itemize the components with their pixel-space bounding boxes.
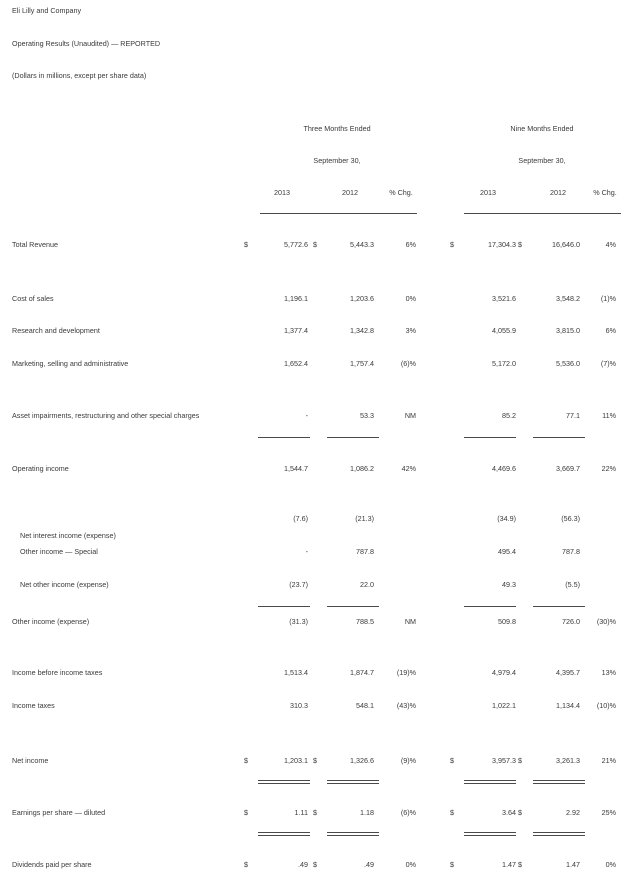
value-q2013: - — [305, 547, 308, 556]
report-title: Operating Results (Unaudited) — REPORTED — [12, 39, 161, 48]
three-months-heading: Three Months Ended — [303, 124, 371, 133]
currency-symbol: $ — [313, 860, 317, 869]
value-q2012: 1,086.2 — [350, 464, 374, 473]
value-q2013: 1,377.4 — [284, 326, 308, 335]
total-double-rule — [464, 835, 516, 836]
value-q2013: 5,772.6 — [284, 240, 308, 249]
total-double-rule — [533, 835, 585, 836]
total-double-rule — [533, 780, 585, 781]
value-n2013: 3,521.6 — [492, 294, 516, 303]
value-n2013: 1.47 — [502, 860, 516, 869]
currency-symbol: $ — [244, 808, 248, 817]
value-n-pct: 21% — [601, 756, 616, 765]
currency-symbol: $ — [313, 240, 317, 249]
value-n-pct: (10)% — [596, 701, 616, 710]
currency-symbol: $ — [244, 756, 248, 765]
col-header-n2012: 2012 — [550, 188, 566, 197]
row-label: Other income — Special — [20, 547, 98, 556]
value-q2013: 1,203.1 — [284, 756, 308, 765]
value-n2012: 3,815.0 — [556, 326, 580, 335]
value-n2013: 4,979.4 — [492, 668, 516, 677]
subtotal-rule — [258, 437, 310, 438]
value-n2012: 16,646.0 — [552, 240, 580, 249]
value-n-pct: 25% — [601, 808, 616, 817]
currency-symbol: $ — [450, 756, 454, 765]
value-q2013: 1,513.4 — [284, 668, 308, 677]
value-q2013: 1.11 — [294, 808, 308, 817]
col-header-q2012: 2012 — [342, 188, 358, 197]
currency-symbol: $ — [313, 756, 317, 765]
value-q2012: .49 — [364, 860, 374, 869]
row-label: Net interest income (expense) — [20, 531, 116, 540]
value-n2013: 49.3 — [502, 580, 516, 589]
value-q2013: 1,196.1 — [284, 294, 308, 303]
total-double-rule — [533, 783, 585, 784]
row-label: Net income — [12, 756, 49, 765]
row-label: Marketing, selling and administrative — [12, 359, 129, 368]
value-q-pct: (19)% — [396, 668, 416, 677]
value-q2012: 1,342.8 — [350, 326, 374, 335]
subtotal-rule — [258, 606, 310, 607]
value-n2013: (34.9) — [497, 514, 516, 523]
value-q2012: 53.3 — [360, 411, 374, 420]
value-n2013: 1,022.1 — [492, 701, 516, 710]
value-q2012: 787.8 — [356, 547, 374, 556]
row-label: Cost of sales — [12, 294, 54, 303]
row-label: Income taxes — [12, 701, 55, 710]
value-q-pct: 3% — [405, 326, 416, 335]
value-q2012: 548.1 — [356, 701, 374, 710]
value-q2013: (7.6) — [293, 514, 308, 523]
value-n2012: 3,261.3 — [556, 756, 580, 765]
value-n2013: 509.8 — [498, 617, 516, 626]
row-label: Other income (expense) — [12, 617, 90, 626]
value-n-pct: 22% — [601, 464, 616, 473]
col-header-n-pct: % Chg. — [593, 188, 617, 197]
value-n-pct: (30)% — [596, 617, 616, 626]
row-label: Net other income (expense) — [20, 580, 109, 589]
value-n2013: 17,304.3 — [488, 240, 516, 249]
value-n2013: 4,055.9 — [492, 326, 516, 335]
value-n2012: 1.47 — [566, 860, 580, 869]
value-n-pct: 6% — [605, 326, 616, 335]
row-label: Earnings per share — diluted — [12, 808, 106, 817]
total-double-rule — [464, 783, 516, 784]
total-double-rule — [327, 835, 379, 836]
value-n2013: 85.2 — [502, 411, 516, 420]
value-q2012: 1.18 — [360, 808, 374, 817]
value-n2013: 495.4 — [498, 547, 516, 556]
total-double-rule — [533, 832, 585, 833]
value-n-pct: 4% — [605, 240, 616, 249]
value-q2012: 1,203.6 — [350, 294, 374, 303]
currency-symbol: $ — [518, 808, 522, 817]
value-q2012: 1,757.4 — [350, 359, 374, 368]
total-double-rule — [327, 783, 379, 784]
value-q2013: - — [305, 411, 308, 420]
value-q2012: 788.5 — [356, 617, 374, 626]
company-name: Eli Lilly and Company — [12, 6, 82, 15]
subtotal-rule — [464, 606, 516, 607]
currency-symbol: $ — [450, 860, 454, 869]
total-double-rule — [258, 835, 310, 836]
value-q2012: 1,874.7 — [350, 668, 374, 677]
value-q2013: 1,652.4 — [284, 359, 308, 368]
value-q-pct: 42% — [401, 464, 416, 473]
value-q2012: (21.3) — [355, 514, 374, 523]
currency-symbol: $ — [518, 860, 522, 869]
units-note: (Dollars in millions, except per share data) — [12, 71, 147, 80]
value-q2013: .49 — [298, 860, 308, 869]
value-n2012: 3,669.7 — [556, 464, 580, 473]
header-rule-nine-months — [464, 213, 621, 214]
subtotal-rule — [464, 437, 516, 438]
value-q2012: 5,443.3 — [350, 240, 374, 249]
value-n2013: 3,957.3 — [492, 756, 516, 765]
value-q-pct: NM — [404, 411, 416, 420]
value-n2012: 2.92 — [566, 808, 580, 817]
subtotal-rule — [327, 437, 379, 438]
value-n2012: 4,395.7 — [556, 668, 580, 677]
value-q-pct: (9)% — [400, 756, 416, 765]
currency-symbol: $ — [313, 808, 317, 817]
currency-symbol: $ — [244, 240, 248, 249]
total-double-rule — [327, 832, 379, 833]
subtotal-rule — [533, 606, 585, 607]
value-n-pct: 13% — [601, 668, 616, 677]
currency-symbol: $ — [518, 756, 522, 765]
value-q-pct: 0% — [405, 860, 416, 869]
value-q2013: (23.7) — [289, 580, 308, 589]
value-q-pct: 0% — [405, 294, 416, 303]
total-double-rule — [464, 832, 516, 833]
total-double-rule — [258, 780, 310, 781]
total-double-rule — [464, 780, 516, 781]
value-n-pct: 0% — [605, 860, 616, 869]
nine-months-period: September 30, — [518, 156, 566, 165]
value-n2012: 1,134.4 — [556, 701, 580, 710]
row-label: Total Revenue — [12, 240, 58, 249]
value-n2012: 77.1 — [566, 411, 580, 420]
value-n-pct: (1)% — [600, 294, 616, 303]
currency-symbol: $ — [450, 240, 454, 249]
value-n2013: 4,469.6 — [492, 464, 516, 473]
value-q2013: 1,544.7 — [284, 464, 308, 473]
currency-symbol: $ — [450, 808, 454, 817]
row-label: Research and development — [12, 326, 100, 335]
value-n2012: 5,536.0 — [556, 359, 580, 368]
row-label: Operating income — [12, 464, 69, 473]
nine-months-heading: Nine Months Ended — [510, 124, 574, 133]
value-q2013: 310.3 — [290, 701, 308, 710]
subtotal-rule — [533, 437, 585, 438]
total-double-rule — [258, 832, 310, 833]
value-q2013: (31.3) — [289, 617, 308, 626]
total-double-rule — [258, 783, 310, 784]
value-n2012: (56.3) — [561, 514, 580, 523]
total-double-rule — [327, 780, 379, 781]
value-n2012: 726.0 — [562, 617, 580, 626]
subtotal-rule — [327, 606, 379, 607]
col-header-q2013: 2013 — [274, 188, 290, 197]
value-q2012: 1,326.6 — [350, 756, 374, 765]
value-q-pct: (6)% — [400, 808, 416, 817]
value-n2013: 3.64 — [502, 808, 516, 817]
value-n-pct: (7)% — [600, 359, 616, 368]
value-n2013: 5,172.0 — [492, 359, 516, 368]
value-q-pct: (43)% — [396, 701, 416, 710]
header-rule-three-months — [260, 213, 417, 214]
col-header-q-pct: % Chg. — [389, 188, 413, 197]
value-n2012: 787.8 — [562, 547, 580, 556]
value-q-pct: 6% — [405, 240, 416, 249]
value-n2012: (5.5) — [565, 580, 580, 589]
value-q2012: 22.0 — [360, 580, 374, 589]
currency-symbol: $ — [518, 240, 522, 249]
col-header-n2013: 2013 — [480, 188, 496, 197]
row-label: Dividends paid per share — [12, 860, 92, 869]
value-n-pct: 11% — [602, 411, 616, 420]
value-n2012: 3,548.2 — [556, 294, 580, 303]
row-label: Income before income taxes — [12, 668, 103, 677]
value-q-pct: NM — [404, 617, 416, 626]
currency-symbol: $ — [244, 860, 248, 869]
three-months-period: September 30, — [313, 156, 361, 165]
row-label: Asset impairments, restructuring and other special charges — [12, 411, 200, 420]
value-q-pct: (6)% — [400, 359, 416, 368]
